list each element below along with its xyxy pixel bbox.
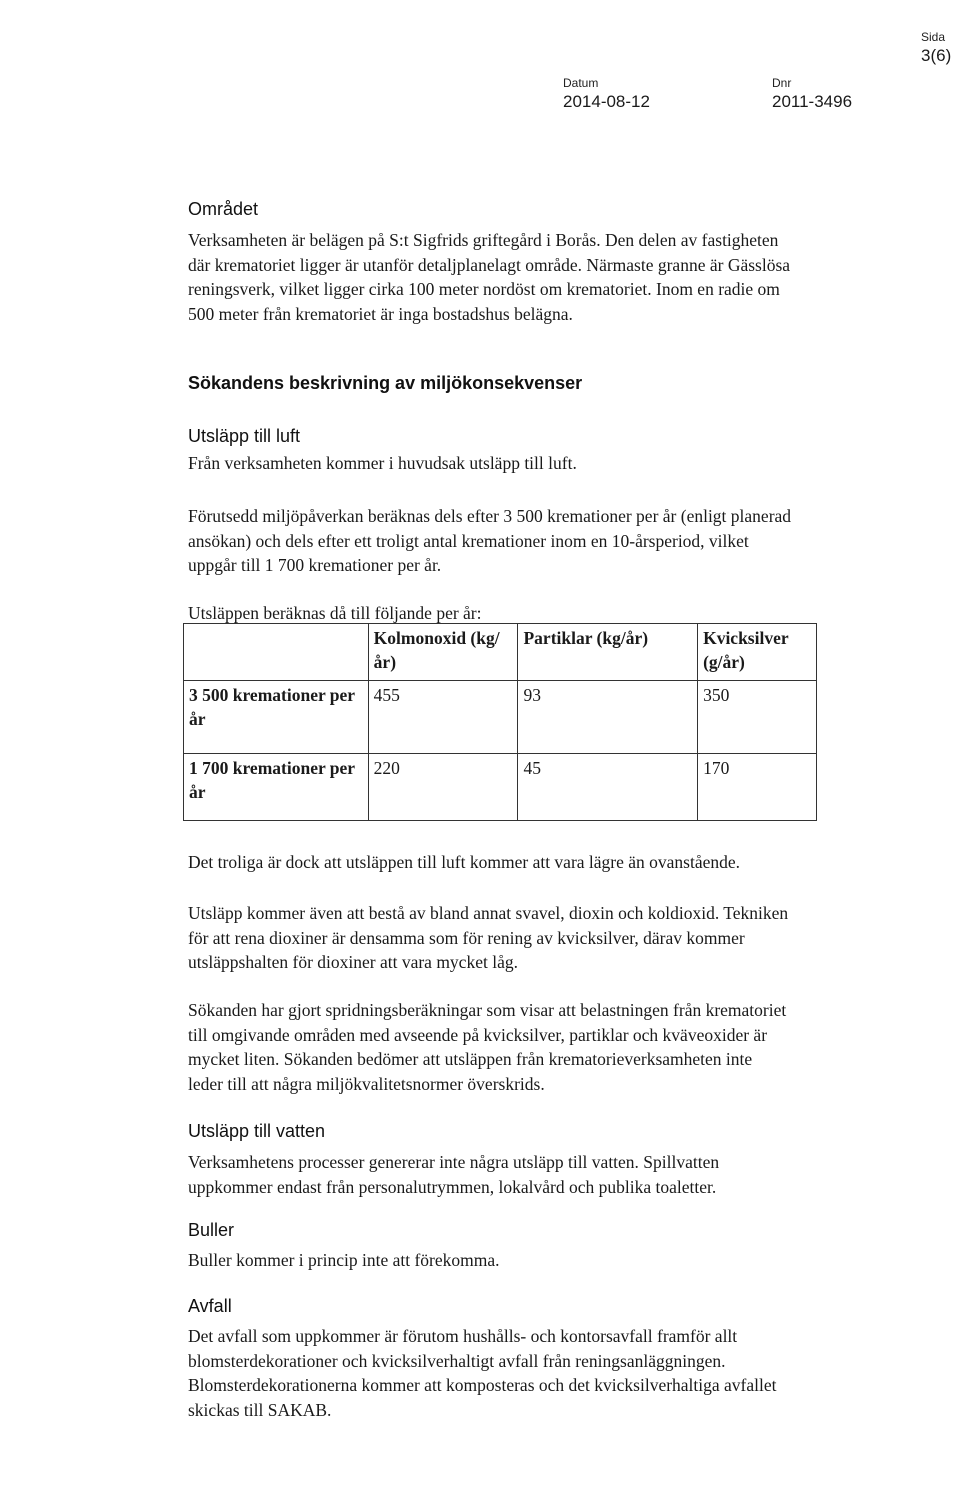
subheading-buller: Buller (188, 1220, 235, 1240)
text-line: uppkommer endast från personalutrymmen, lokalvård och publika toaletter. (188, 1176, 717, 1197)
table-cell: 455 (368, 681, 518, 754)
text-line: Från verksamheten kommer i huvudsak utsläpp till luft. (188, 453, 577, 473)
paragraph-buller (188, 1248, 888, 1273)
table-row (184, 681, 817, 754)
table-row-label: 1 700 kremationer per år (184, 754, 369, 821)
text-line: Blomsterdekorationerna kommer att komposteras och det kvicksilverhaltiga avfallet (188, 1375, 777, 1395)
table-cell: 170 (698, 754, 817, 821)
text-line: Det avfall som uppkommer är förutom hushålls- och kontorsavfall framför allt (188, 1326, 738, 1346)
text-line: Buller kommer i princip inte att förekomma. (188, 1250, 500, 1270)
section-heading-omradet: Området (188, 199, 259, 219)
table-row-label: 3 500 kremationer per år (184, 681, 369, 754)
table-cell: 350 (698, 681, 817, 754)
text-line: leder till att några miljökvalitetsnormer överskrids. (188, 1073, 545, 1094)
text-line: Utsläpp kommer även att bestå av bland annat svavel, dioxin och koldioxid. Tekniken (188, 903, 789, 923)
paragraph-omradet (188, 228, 888, 326)
case-number-value: 2011-3496 (772, 92, 853, 111)
text-line: till omgivande områden med avseende på kvicksilver, partiklar och kväveoxider är (188, 1024, 768, 1045)
page-label: Sida (921, 30, 946, 44)
subheading-avfall: Avfall (188, 1296, 232, 1316)
text-line: reningsverk, vilket ligger cirka 100 meter nordöst om krematoriet. Inom en radie om (188, 279, 780, 299)
text-line: ansökan) och dels efter ett troligt antal kremationer inom en 10-årsperiod, vilket (188, 530, 749, 551)
table-header-cell: Partiklar (kg/år) (518, 624, 698, 681)
text-line: 500 meter från krematoriet är inga bostadshus belägna. (188, 303, 573, 324)
text-line: Verksamhetens processer genererar inte några utsläpp till vatten. Spillvatten (188, 1152, 720, 1172)
table-header-cell (184, 624, 369, 681)
section-heading-sokandens: Sökandens beskrivning av miljökonsekvenser (188, 373, 583, 393)
table-header-row (184, 624, 817, 681)
text-line: blomsterdekorationer och kvicksilverhaltigt avfall från reningsanläggningen. (188, 1350, 726, 1371)
subheading-utslapp-vatten: Utsläpp till vatten (188, 1121, 326, 1141)
paragraph-luft-spread (188, 998, 888, 1096)
text-line: Förutsedd miljöpåverkan beräknas dels efter 3 500 kremationer per år (enligt planerad (188, 506, 792, 526)
table-intro (188, 601, 888, 626)
table-cell: 220 (368, 754, 518, 821)
paragraph-vatten (188, 1150, 888, 1199)
text-line: Sökanden har gjort spridningsberäkningar som visar att belastningen från krematoriet (188, 1000, 787, 1020)
subheading-utslapp-luft: Utsläpp till luft (188, 426, 301, 446)
paragraph-luft-other (188, 901, 888, 975)
text-line: Utsläppen beräknas då till följande per år: (188, 603, 482, 623)
emissions-table (183, 623, 817, 821)
paragraph-luft-basis (188, 504, 888, 578)
date-label: Datum (563, 76, 599, 90)
text-line: där krematoriet ligger är utanför detaljplanelagt område. Närmaste granne är Gässlösa (188, 254, 791, 275)
text-line: uppgår till 1 700 kremationer per år. (188, 555, 442, 575)
date-value: 2014-08-12 (563, 92, 650, 111)
text-line: Det troliga är dock att utsläppen till luft kommer att vara lägre än ovanstående. (188, 852, 741, 872)
text-line: skickas till SAKAB. (188, 1399, 332, 1420)
case-number-label: Dnr (772, 76, 792, 90)
paragraph-avfall (188, 1324, 888, 1422)
text-line: för att rena dioxiner är densamma som för rening av kvicksilver, därav kommer (188, 927, 745, 948)
table-cell: 45 (518, 754, 698, 821)
text-line: mycket liten. Sökanden bedömer att utsläppen från krematorieverksamheten inte (188, 1049, 753, 1069)
text-line: Verksamheten är belägen på S:t Sigfrids griftegård i Borås. Den delen av fastigheten (188, 230, 779, 250)
text-line: utsläppshalten för dioxiner att vara mycket låg. (188, 952, 518, 972)
table-row (184, 754, 817, 821)
table-cell: 93 (518, 681, 698, 754)
table-header-cell: Kolmonoxid (kg/år) (368, 624, 518, 681)
page-number: 3(6) (921, 46, 952, 65)
paragraph-luft-intro (188, 451, 888, 476)
table-header-cell: Kvicksilver (g/år) (698, 624, 817, 681)
paragraph-luft-lower (188, 850, 888, 875)
